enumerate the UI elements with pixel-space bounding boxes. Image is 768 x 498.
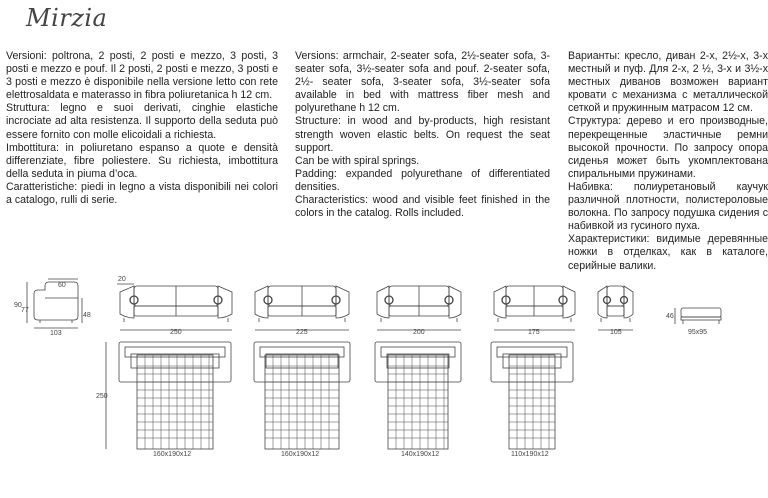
pouf-size-label: 95x95	[688, 329, 708, 336]
paragraph-versions: Versions: armchair, 2-seater sofa, 2½-seater sofa, 3-seater sofa, 3½-seater sofa and pouf. 2-seater sofa, 2½- seater sofa, 3-seater sofa, 3½-seater sofa available in bed with mattress fiber mesh and polyurethane h 12 cm.	[295, 50, 550, 115]
sofa-175-drawing	[491, 286, 575, 458]
drawings-canvas	[0, 270, 750, 498]
side-depth-top-label: 60	[58, 282, 66, 289]
sofa1-bed-size-label: 160x190x12	[153, 451, 192, 458]
paragraph-structure: Struttura: legno e suoi derivati, cinghie elastiche incrociate ad alta resistenza. Il supporto della seduta può essere fornito con molle elicoidali a richiesta.	[6, 102, 278, 141]
description-english	[295, 50, 550, 230]
sofa1-depth-open-label: 250	[96, 393, 108, 400]
side-width-label: 103	[50, 330, 62, 337]
paragraph-versions: Versioni: poltrona, 2 posti, 2 posti e mezzo, 3 posti, 3 posti e mezzo e pouf. Il 2 posti, 2 posti e mezzo, 3 posti e 3 posti e mezzo è disponibile nella versione letto con rete elettrosaldata e materasso in fibra poliuretanica h 12 cm.	[6, 50, 278, 102]
description-russian	[568, 50, 768, 272]
armchair-drawing	[598, 286, 633, 336]
paragraph-characteristics: Характеристики: видимые деревянные ножки в отделках, как в каталоге, серийные валики.	[568, 233, 768, 272]
armchair-width-label: 105	[610, 329, 622, 336]
technical-drawings	[0, 270, 750, 498]
paragraph-structure: Структура: дерево и его производные, перекрещенные эластичные ремни высокой прочности. По запросу опора сиденья может быть укомплектована спиральными пружинами.	[568, 115, 768, 180]
side-seat-height-label: 77	[21, 307, 29, 314]
product-title: Mirzia	[26, 4, 108, 32]
paragraph-characteristics: Characteristics: wood and visible feet finished in the colors in the catalog. Rolls included.	[295, 194, 550, 220]
description-italian	[6, 50, 278, 230]
paragraph-springs: Can be with spiral springs.	[295, 154, 420, 167]
paragraph-characteristics: Caratteristiche: piedi in legno a vista disponibili nei colori a catalogo, rulli di serie.	[6, 180, 278, 207]
paragraph-padding: Набивка: полиуретановый каучук различной плотности, полистероловые волокна. По запросу подушка сидения с набивкой из гусиного пуха.	[568, 180, 768, 233]
side-view-drawing	[14, 279, 91, 337]
paragraph-padding: Imbottitura: in poliuretano espanso a quote e densità differenziate, fibre poliestere. Su richiesta, imbottitura della seduta in piuma d’oca.	[6, 141, 278, 180]
pouf-drawing	[666, 308, 721, 336]
paragraph-structure: Structure: in wood and by-products, high resistant strength woven elastic belts. On request the seat support.	[295, 115, 550, 154]
sofa2-bed-size-label: 160x190x12	[281, 451, 320, 458]
paragraph-versions: Варианты: кресло, диван 2-х, 2½-х, 3-х местный и пуф. Для 2-х, 2 ½, 3-х и 3½-х местных диванов возможен вариант кровати с механизма с металлической сеткой и пружинным матрасом 12 см.	[568, 50, 768, 115]
paragraph-padding: Padding: expanded polyurethane of differentiated densities.	[295, 167, 550, 193]
sofa3-bed-size-label: 140x190x12	[401, 451, 440, 458]
sofa1-width-label: 250	[170, 329, 182, 336]
side-arm-height-label: 48	[83, 312, 91, 319]
sofa-250-drawing	[96, 276, 232, 458]
side-height-label: 90	[14, 302, 22, 309]
sofa4-bed-size-label: 110x190x12	[511, 451, 549, 458]
pouf-height-label: 46	[666, 313, 674, 320]
sofa3-width-label: 200	[413, 329, 425, 336]
sofa2-width-label: 225	[296, 329, 308, 336]
sofa1-offset-label: 20	[118, 276, 126, 283]
sofa-200-drawing	[375, 286, 461, 458]
sofa4-width-label: 175	[528, 329, 540, 336]
sofa-225-drawing	[254, 286, 350, 458]
